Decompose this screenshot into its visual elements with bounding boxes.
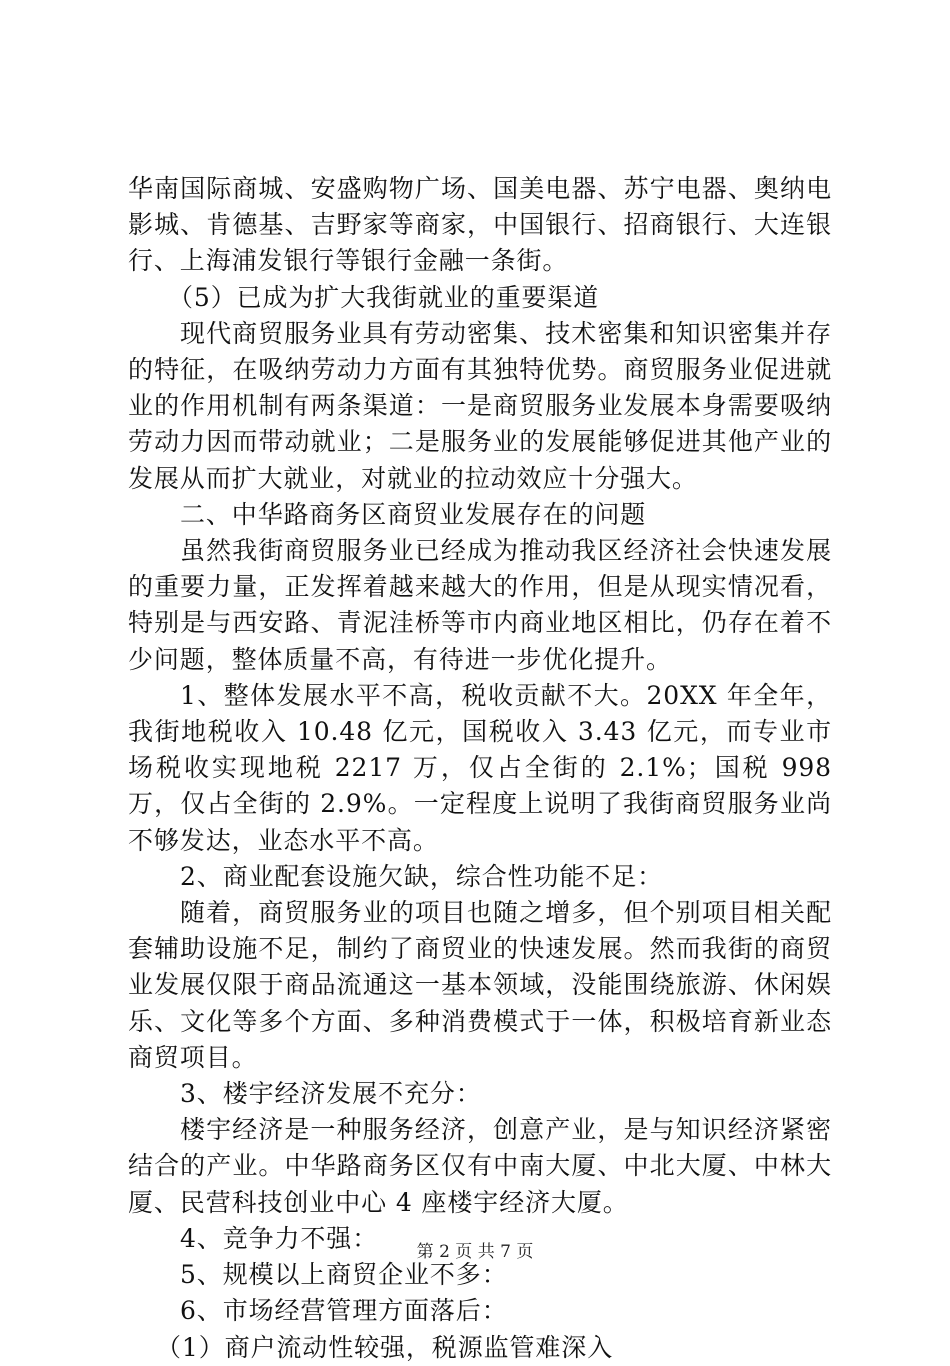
document-body [128, 171, 832, 1366]
section-heading-problems: 二、中华路商务区商贸业发展存在的问题 [180, 499, 647, 529]
paragraph-problem-2: 随着，商贸服务业的项目也随之增多，但个别项目相关配套辅助设施不足，制约了商贸业的快速发展。然而我街的商贸业发展仅限于商品流通这一基本领域，没能围绕旅游、休闲娱乐、文化等多个方面、多种消费模式于一体，积极培育新业态商贸项目。 [128, 898, 832, 1072]
paragraph-merchants-list: 华南国际商城、安盛购物广场、国美电器、苏宁电器、奥纳电影城、肯德基、吉野家等商家，中国银行、招商银行、大连银行、上海浦发银行等银行金融一条街。 [128, 174, 832, 276]
paragraph-employment: 现代商贸服务业具有劳动密集、技术密集和知识密集并存的特征，在吸纳劳动力方面有其独特优势。商贸服务业促进就业的作用机制有两条渠道：一是商贸服务业发展本身需要吸纳劳动力因而带动就业；二是服务业的发展能够促进其他产业的发展从而扩大就业，对就业的拉动效应十分强大。 [128, 318, 832, 493]
heading-problem-5: 5、规模以上商贸企业不多： [180, 1260, 508, 1290]
paragraph-problem-3: 楼宇经济是一种服务经济，创意产业，是与知识经济紧密结合的产业。中华路商务区仅有中南大厦、中北大厦、中林大厦、民营科技创业中心 4 座楼宇经济大厦。 [128, 1115, 832, 1217]
page-footer: 第 2 页 共 7 页 [416, 1242, 534, 1262]
paragraph-problems-intro: 虽然我街商贸服务业已经成为推动我区经济社会快速发展的重要力量，正发挥着越来越大的作用，但是从现实情况看，特别是与西安路、青泥洼桥等市内商业地区相比，仍存在着不少问题，整体质量不高，有待进一步优化提升。 [128, 536, 832, 674]
paragraph-problem-1: 1、整体发展水平不高，税收贡献不大。20XX 年全年，我街地税收入 10.48 亿元，国税收入 3.43 亿元，而专业市场税收实现地税 2217 万，仅占全街的 2.1%；国税 998 万，仅占全街的 2.9%。一定程度上说明了我街商贸服务业尚不够发达，业态水平不高。 [128, 680, 832, 855]
heading-problem-4: 4、竞争力不强： [180, 1223, 379, 1253]
heading-problem-6: 6、市场经营管理方面落后： [180, 1296, 508, 1326]
heading-problem-2: 2、商业配套设施欠缺，综合性功能不足： [180, 861, 664, 891]
subheading-problem-6-1: （1）商户流动性较强，税源监管难深入 [156, 1332, 614, 1362]
heading-problem-3: 3、楼宇经济发展不充分： [180, 1079, 482, 1109]
subheading-employment-channel: （5）已成为扩大我街就业的重要渠道 [168, 282, 600, 312]
